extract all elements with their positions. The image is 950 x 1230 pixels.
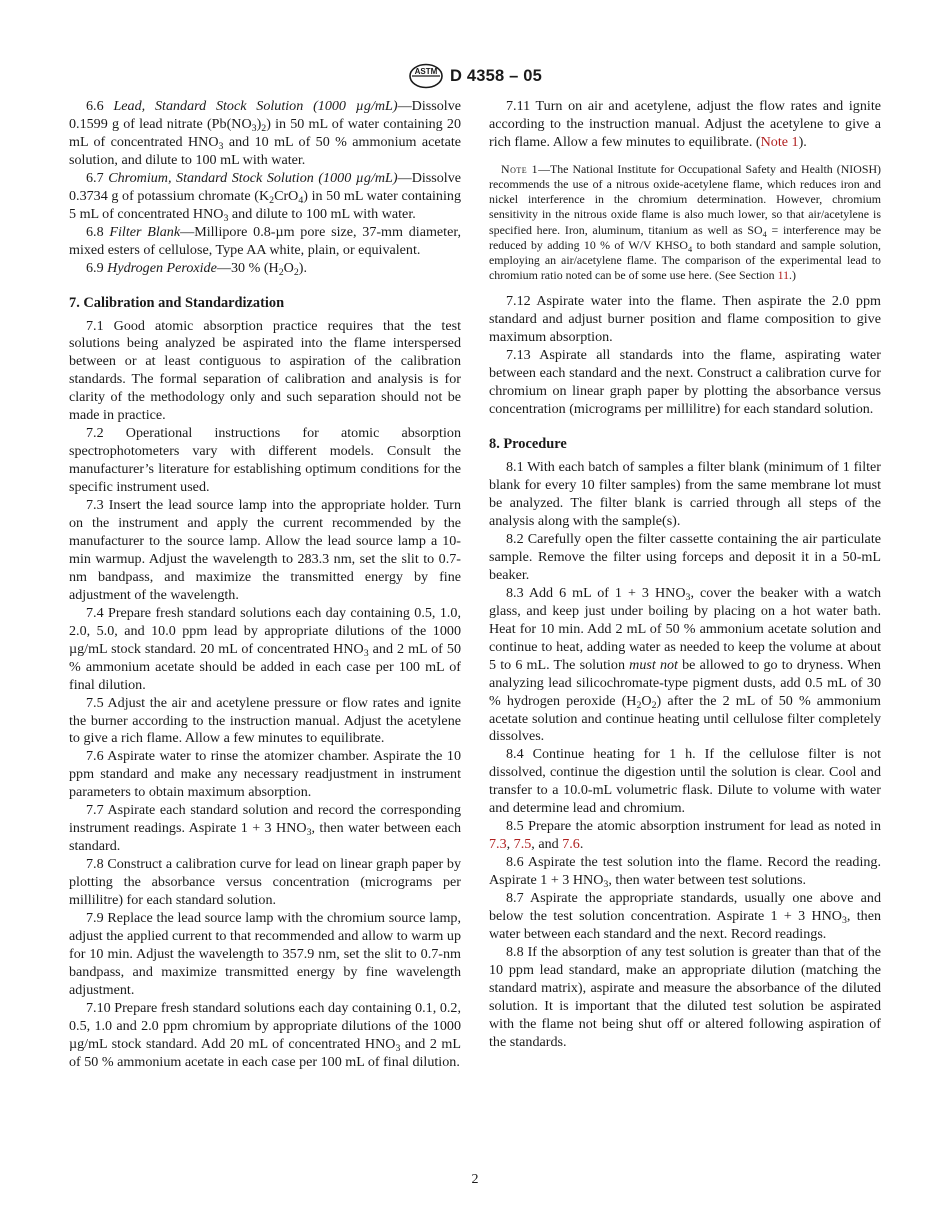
paragraph-7-12: 7.12 Aspirate water into the flame. Then aspirate the 2.0 ppm standard and adjust burner position and flame composition to give maximum absorption. — [489, 293, 881, 346]
note-1-link[interactable]: Note 1 — [760, 133, 799, 150]
paragraph-7-7: 7.7 Aspirate each standard solution and record the corresponding instrument readings. Aspirate 1 + 3 $HNO_3$, then water between each standard. — [69, 802, 461, 855]
paragraph-6-8: 6.8 Filter Blank—Millipore 0.8-µm pore size, 37-mm diameter, mixed esters of cellulose, Type AA white, plain, or equivalent. — [69, 223, 461, 258]
paragraph-6-9: 6.9 Hydrogen Peroxide—30 % $(H_2O_2)$. — [86, 259, 308, 278]
paragraph-8-5: 8.5 Prepare the atomic absorption instrument for lead as noted in 7.3, 7.5, and 7.6. — [489, 818, 881, 853]
paragraph-8-3: 8.3 Add 6 mL of 1 + 3 $HNO_3$, cover the beaker with a watch glass, and keep just under boiling by placing on a hot water bath. Heat for 10 min. Add 2 mL of 50 % ammonium acetate solution and continue to heat, adding water as needed to keep the volume at about 5 to 6 mL. The solution must not be allowed to go to dryness. When analyzing lead silicochromate-type pigment dusts, add 0.5 mL of 30 % hydrogen peroxide $(H_2O_2)$ after the 2 mL of 50 % ammonium acetate solution and continue heating until cellulose filter completely dissolves. — [489, 584, 881, 745]
section-7-5-link[interactable]: 7.5 — [513, 836, 532, 853]
right-column — [489, 98, 881, 1052]
section-7-3-link[interactable]: 7.3 — [489, 836, 507, 853]
left-column — [69, 98, 461, 1072]
paragraph-8-7: 8.7 Aspirate the appropriate standards, usually one above and below the test solution concentration. Aspirate 1 + 3 $HNO_3$, then water between each standard and the next. Record readings. — [489, 890, 881, 942]
paragraph-8-8: 8.8 If the absorption of any test solution is greater than that of the 10 ppm lead standard, make an appropriate dilution (matching the standard matrix), aspirate and measure the absorbance of the diluted solution. It is important that the diluted test solution be aspirated with the flame not being shut off or altered following aspiration of the standards. — [489, 943, 881, 1050]
section-7-6-link[interactable]: 7.6 — [562, 836, 580, 853]
paragraph-7-8: 7.8 Construct a calibration curve for lead on linear graph paper by plotting the absorbance versus concentration (micrograms per millilitre) for each standard solution. — [69, 856, 461, 909]
paragraph-6-7: 6.7 Chromium, Standard Stock Solution (1000 µg/mL)—Dissolve 0.3734 g of potassium chromate $(K_2CrO_4)$ in 50 mL water containing 5 mL of concentrated $HNO_3$ and dilute to 100 mL with water. — [69, 169, 462, 224]
page-header — [0, 62, 950, 90]
section-heading-7: 7. Calibration and Standardization — [69, 294, 285, 311]
paragraph-8-4: 8.4 Continue heating for 1 h. If the cellulose filter is not dissolved, continue the digestion until the solution is clear. Cool and transfer to a 10.0-mL volumetric flask. Dilute to volume with water and determine lead and chromium. — [489, 746, 881, 817]
note-1: Note 1—The National Institute for Occupational Safety and Health (NIOSH) recommends the use of a nitrous oxide-acetylene flame, which reduces iron and nickel interference in the chromium determination. However, chromium sensitivity in the nitrous oxide flame is also much lower, so that air/acetylene is specified here. Iron, aluminum, titanium as well as $SO_4$ = interference may be reduced by adding 10 % of W/V $KHSO_4$ to both standard and sample solution, employing an air/acetylene flame. The comparison of the experimental lead to chromium ratio noted can be of some use here. (See Section 11.) — [489, 161, 881, 283]
astm-logo-icon — [408, 63, 444, 89]
document-designation: D 4358 – 05 — [449, 66, 543, 85]
paragraph-7-4: 7.4 Prepare fresh standard solutions each day containing 0.5, 1.0, 2.0, 5.0, and 10.0 ppm lead by appropriate dilutions of the 1000 µg/mL stock standard. 20 mL of concentrated $HNO_3$ and 2 mL of 50 % ammonium acetate should be added in each case per 100 mL of final dilution. — [69, 604, 461, 693]
page-number: 2 — [471, 1172, 479, 1187]
paragraph-8-1: 8.1 With each batch of samples a filter blank (minimum of 1 filter blank for every 10 filter samples) from the same membrane lot must be analyzed. The filter blank is carried through all steps of the analysis along with the sample(s). — [489, 459, 881, 530]
section-11-link[interactable]: 11 — [777, 268, 790, 283]
paragraph-7-6: 7.6 Aspirate water to rinse the atomizer chamber. Aspirate the 10 ppm standard and make any necessary readjustment in instrument parameters to obtain maximum absorption. — [69, 748, 461, 801]
paragraph-7-1: 7.1 Good atomic absorption practice requires that the test solutions being analyzed be aspirated into the flame interspersed between or at least contiguous to aspiration of the calibration standards. The formal separation of calibration and analysis is for clarity of the methodology only and such separation should not be made in practice. — [69, 317, 461, 424]
paragraph-7-9: 7.9 Replace the lead source lamp with the chromium source lamp, adjust the applied current to that recommended and allow to warm up for 10 min. Adjust the wavelength to 357.9 nm, set the slit to 0.7-nm bandpass, and maximize transmitted energy by fine wavelength adjustment. — [69, 909, 461, 998]
paragraph-8-2: 8.2 Carefully open the filter cassette containing the air particulate sample. Remove the filter using forceps and deposit it in a 50-mL beaker. — [489, 530, 881, 583]
paragraph-7-3: 7.3 Insert the lead source lamp into the appropriate holder. Turn on the instrument and apply the current recommended by the manufacturer to the source lamp. Allow the lead source lamp a 10-min warmup. Adjust the wavelength to 283.3 nm, set the slit to 0.7-nm bandpass, and maximize the transmitted energy by fine adjustment of the wavelength. — [69, 497, 461, 603]
paragraph-7-11: 7.11 Turn on air and acetylene, adjust the flow rates and ignite according to the instruction manual. Adjust the acetylene to give a rich flame. Allow a few minutes to equilibrate. (Note 1). — [489, 98, 881, 150]
section-heading-8: 8. Procedure — [489, 436, 567, 453]
paragraph-7-2: 7.2 Operational instructions for atomic absorption spectrophotometers vary with different models. Consult the manufacturer’s literature for establishing optimum conditions for the specific instrument used. — [69, 425, 461, 496]
paragraph-6-6: 6.6 Lead, Standard Stock Solution (1000 µg/mL)—Dissolve 0.1599 g of lead nitrate $(Pb(NO_3)_2)$ in 50 mL of water containing 20 mL of concentrated $HNO_3$ and 10 mL of 50 % ammonium acetate solution, and dilute to 100 mL with water. — [69, 98, 462, 168]
svg-text:ASTM: ASTM — [414, 67, 438, 76]
paragraph-7-5: 7.5 Adjust the air and acetylene pressure or flow rates and ignite the burner according to the instruction manual. Adjust the acetylene to give a rich flame. Allow a few minutes to equilibrate. — [69, 694, 461, 747]
paragraph-8-6: 8.6 Aspirate the test solution into the flame. Record the reading. Aspirate 1 + 3 $HNO_3$, then water between test solutions. — [489, 854, 881, 891]
paragraph-7-10: 7.10 Prepare fresh standard solutions each day containing 0.1, 0.2, 0.5, 1.0 and 2.0 ppm chromium by appropriate dilutions of the 1000 µg/mL stock standard. Add 20 mL of concentrated $HNO_3$ and 2 mL of 50 % ammonium acetate in each case per 100 mL of final dilution. — [69, 999, 461, 1070]
paragraph-7-13: 7.13 Aspirate all standards into the flame, aspirating water between each standard and the next. Construct a calibration curve for chromium on linear graph paper by plotting the absorbance versus concentration (micrograms per millilitre) for each standard solution. — [489, 347, 881, 418]
